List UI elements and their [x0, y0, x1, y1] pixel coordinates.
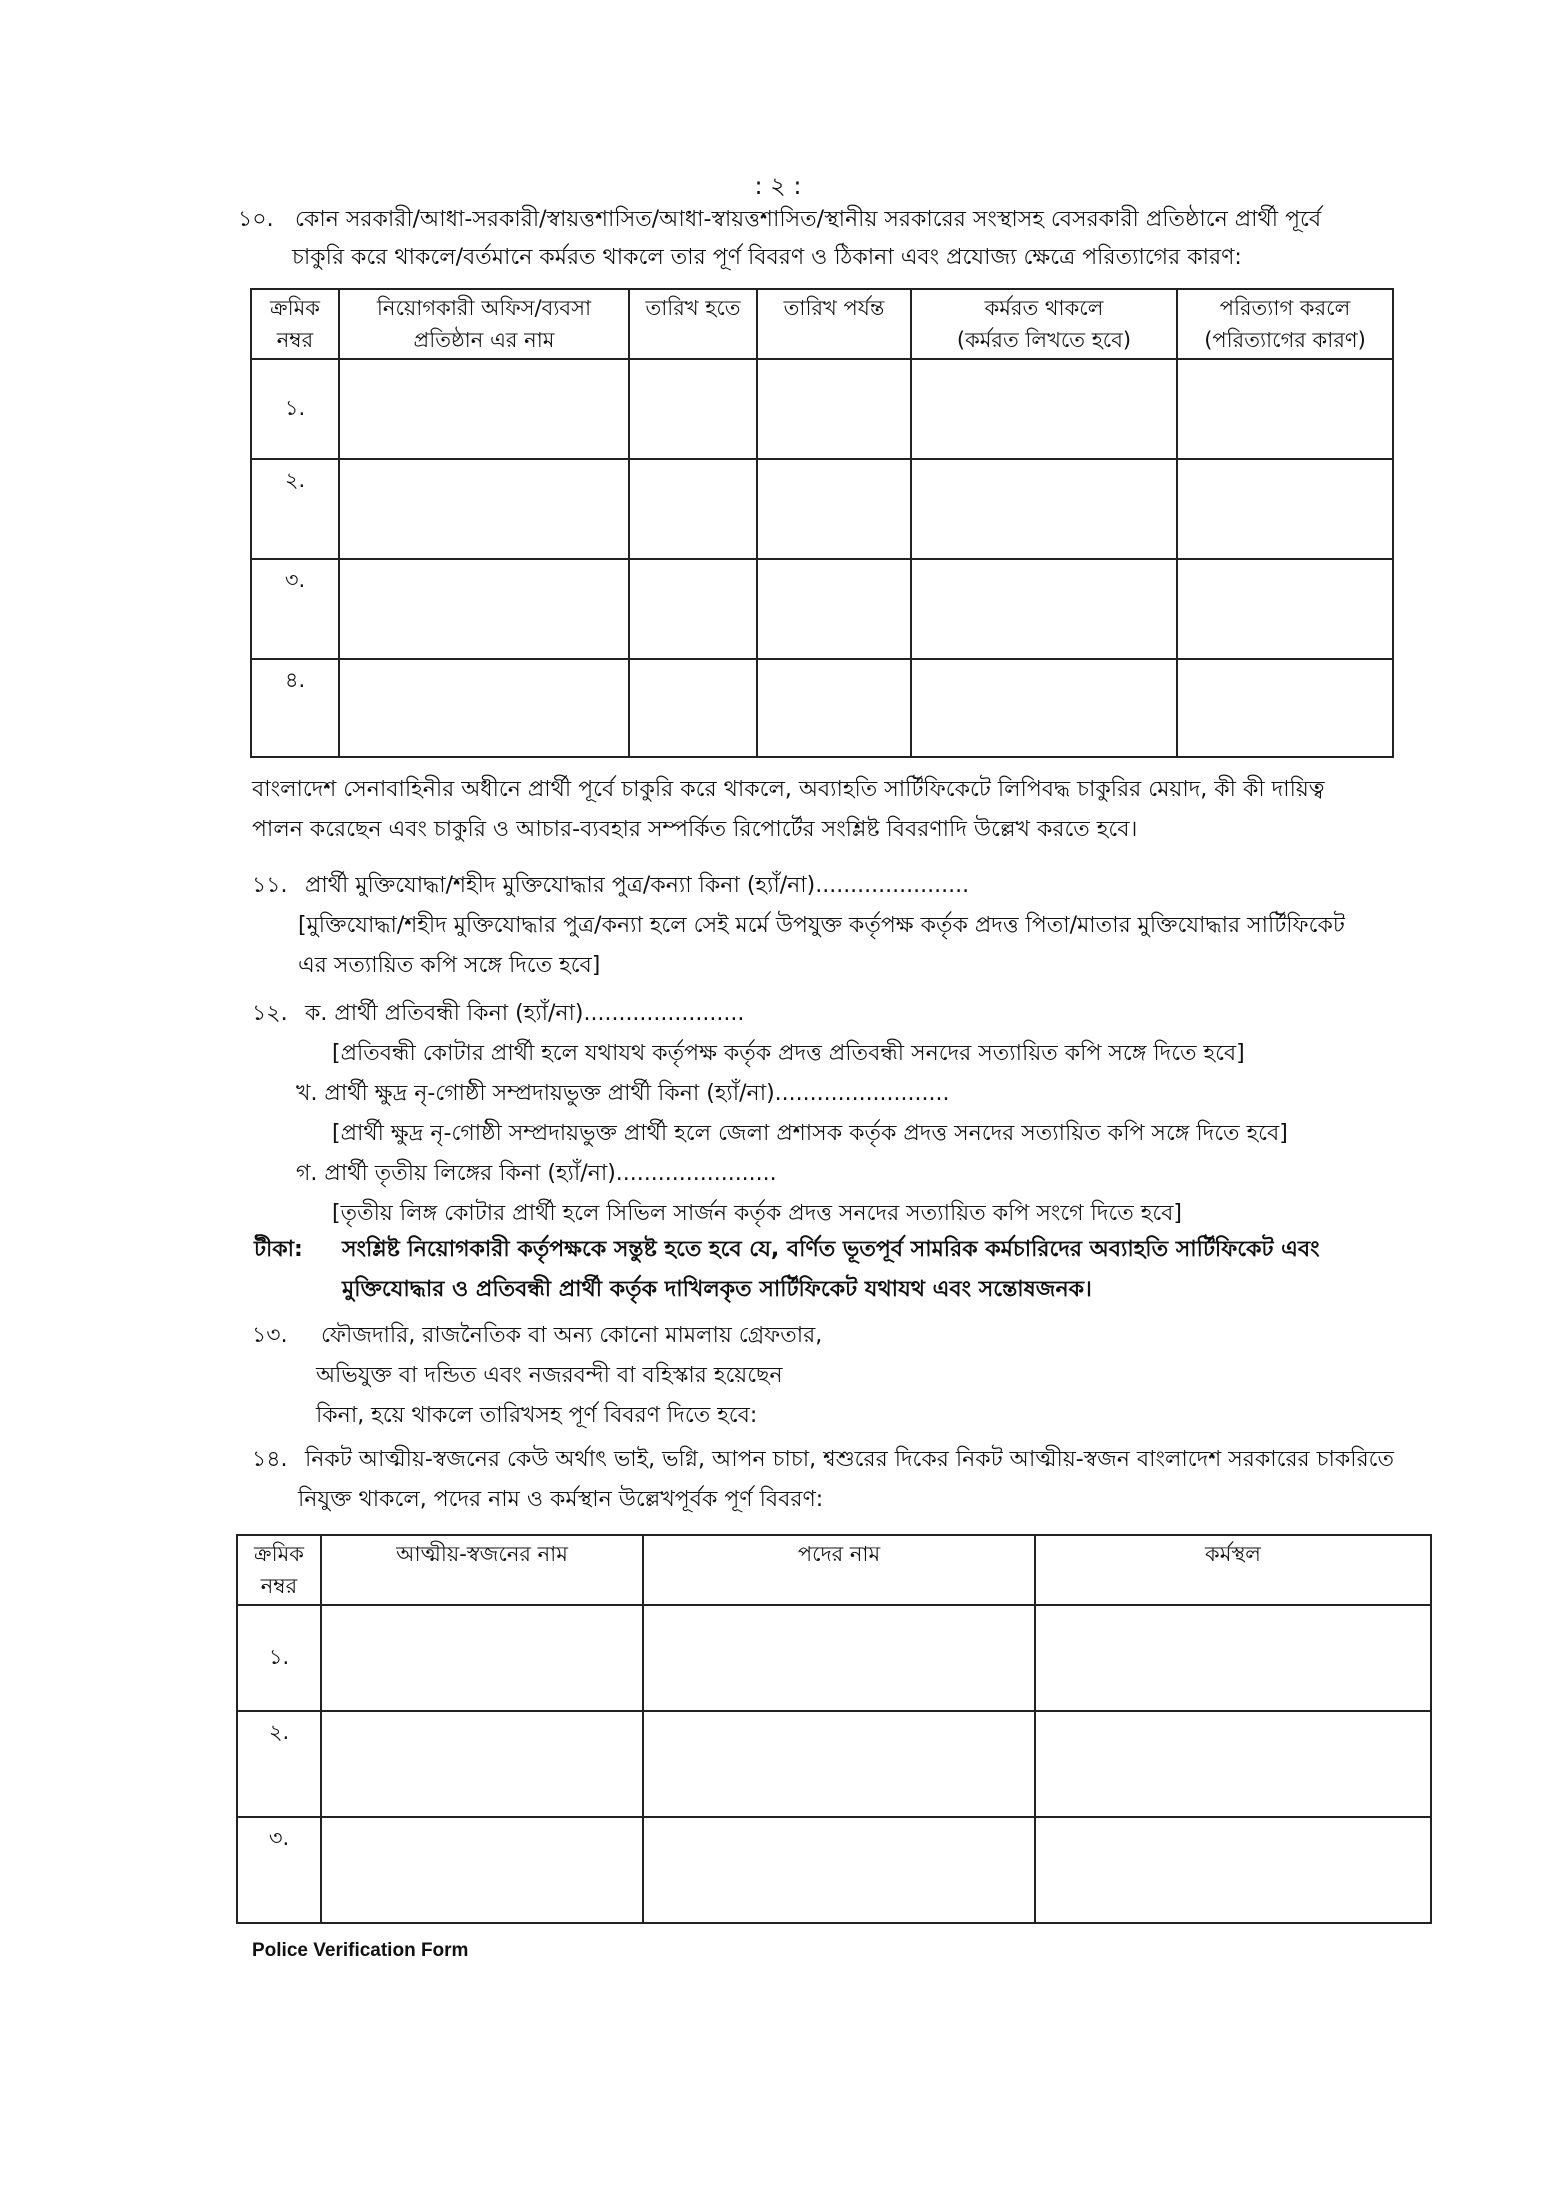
row-serial: ১.	[237, 1605, 321, 1711]
question-12-a-text: ক. প্রার্থী প্রতিবন্ধী কিনা (হ্যাঁ/না).......................	[305, 1001, 745, 1026]
header-date-from: তারিখ হতে	[629, 289, 757, 359]
cell-date-from[interactable]	[629, 359, 757, 459]
question-14-line2: নিযুক্ত থাকলে, পদের নাম ও কর্মস্থান উল্লেখপূর্বক পূর্ণ বিবরণ:	[298, 1487, 824, 1512]
question-12-number: ১২.	[252, 1001, 288, 1026]
tika-line1: সংশ্লিষ্ট নিয়োগকারী কর্তৃপক্ষকে সন্তুষ্ট হতে হবে যে, বর্ণিত ভূতপূর্ব সামরিক কর্মচারিদের অব্যাহতি সার্টিফিকেট এবং	[342, 1237, 1320, 1262]
cell-workplace[interactable]	[1035, 1605, 1431, 1711]
question-12-a	[252, 994, 1412, 1034]
header-date-to: তারিখ পর্যন্ত	[757, 289, 911, 359]
table-row	[251, 359, 1393, 459]
cell-if-left[interactable]	[1177, 359, 1393, 459]
table-header-row	[251, 289, 1393, 359]
row-serial: ৪.	[251, 659, 339, 757]
cell-date-from[interactable]	[629, 459, 757, 559]
cell-post-name[interactable]	[643, 1605, 1035, 1711]
relatives-table	[236, 1534, 1432, 1924]
header-serial: ক্রমিক নম্বর	[237, 1535, 321, 1605]
cell-if-employed[interactable]	[911, 659, 1177, 757]
cell-employer[interactable]	[339, 659, 629, 757]
header-employer: নিয়োগকারী অফিস/ব্যবসা প্রতিষ্ঠান এর নাম	[339, 289, 629, 359]
header-post-name: পদের নাম	[643, 1535, 1035, 1605]
question-14	[252, 1440, 1432, 1480]
table-row	[251, 459, 1393, 559]
row-serial: ৩.	[251, 559, 339, 659]
tika-body	[342, 1230, 1320, 1310]
question-11-number: ১১.	[252, 873, 288, 898]
table-row	[251, 559, 1393, 659]
cell-if-left[interactable]	[1177, 459, 1393, 559]
cell-workplace[interactable]	[1035, 1817, 1431, 1923]
question-13-number: ১৩.	[252, 1323, 288, 1348]
page-number: : ২ :	[754, 172, 802, 200]
table-row	[251, 659, 1393, 757]
employment-history-table	[250, 288, 1394, 758]
cell-date-to[interactable]	[757, 659, 911, 757]
question-12-c: গ. প্রার্থী তৃতীয় লিঙ্গের কিনা (হ্যাঁ/না).......................	[296, 1161, 777, 1186]
cell-employer[interactable]	[339, 459, 629, 559]
question-10-line2-wrap	[292, 238, 1412, 278]
row-serial: ৩.	[237, 1817, 321, 1923]
question-14-line1: নিকট আত্মীয়-স্বজনের কেউ অর্থাৎ ভাই, ভগ্নি, আপন চাচা, শ্বশুরের দিকের নিকট আত্মীয়-স্বজন বাংলাদেশ সরকারের চাকরিতে	[305, 1447, 1395, 1472]
cell-employer[interactable]	[339, 359, 629, 459]
table-row	[237, 1605, 1431, 1711]
header-if-employed: কর্মরত থাকলে (কর্মরত লিখতে হবে)	[911, 289, 1177, 359]
header-relative-name: আত্মীয়-স্বজনের নাম	[321, 1535, 643, 1605]
question-10-number: ১০.	[238, 207, 274, 232]
question-14-line2-wrap	[298, 1480, 1418, 1520]
form-footer: Police Verification Form	[252, 1940, 469, 1961]
table-row	[237, 1817, 1431, 1923]
tika-note	[254, 1230, 1414, 1314]
question-12-a-note: [প্রতিবন্ধী কোটার প্রার্থী হলে যথাযথ কর্তৃপক্ষ কর্তৃক প্রদত্ত প্রতিবন্ধী সনদের সত্যায়িত কপি সঙ্গে দিতে হবে]	[332, 1041, 1245, 1066]
question-11	[252, 866, 1412, 906]
cell-date-to[interactable]	[757, 459, 911, 559]
cell-if-employed[interactable]	[911, 459, 1177, 559]
cell-relative-name[interactable]	[321, 1817, 643, 1923]
question-10-line1: কোন সরকারী/আধা-সরকারী/স্বায়ত্তশাসিত/আধা-স্বায়ত্তশাসিত/স্থানীয় সরকারের সংস্থাসহ বেসরকারী প্রতিষ্ঠানে প্রার্থী পূর্বে	[295, 207, 1322, 232]
army-note-line2: পালন করেছেন এবং চাকুরি ও আচার-ব্যবহার সম্পর্কিত রিপোর্টের সংশ্লিষ্ট বিবরণাদি উল্লেখ করতে হবে।	[252, 817, 1138, 842]
cell-if-employed[interactable]	[911, 359, 1177, 459]
cell-relative-name[interactable]	[321, 1711, 643, 1817]
table-row	[237, 1711, 1431, 1817]
cell-date-to[interactable]	[757, 559, 911, 659]
question-10	[238, 200, 1418, 240]
tika-label: টীকা:	[254, 1237, 303, 1262]
army-note-line1: বাংলাদেশ সেনাবাহিনীর অধীনে প্রার্থী পূর্বে চাকুরি করে থাকলে, অব্যাহতি সার্টিফিকেটে লিপিবদ্ধ চাকুরির মেয়াদ, কী কী দায়িত্ব	[252, 777, 1325, 802]
cell-post-name[interactable]	[643, 1817, 1035, 1923]
question-11-text: প্রার্থী মুক্তিযোদ্ধা/শহীদ মুক্তিযোদ্ধার পুত্র/কন্যা কিনা (হ্যাঁ/না)......................	[305, 873, 970, 898]
question-13-continuation	[316, 1356, 1216, 1436]
question-12-c-note: [তৃতীয় লিঙ্গ কোটার প্রার্থী হলে সিভিল সার্জন কর্তৃক প্রদত্ত সনদের সত্যায়িত কপি সংগে দিতে হবে]	[332, 1201, 1182, 1226]
cell-if-left[interactable]	[1177, 559, 1393, 659]
cell-date-from[interactable]	[629, 559, 757, 659]
cell-relative-name[interactable]	[321, 1605, 643, 1711]
row-serial: ২.	[237, 1711, 321, 1817]
question-10-line2: চাকুরি করে থাকলে/বর্তমানে কর্মরত থাকলে তার পূর্ণ বিবরণ ও ঠিকানা এবং প্রযোজ্য ক্ষেত্রে পরিত্যাগের কারণ:	[292, 245, 1242, 270]
row-serial: ১.	[251, 359, 339, 459]
header-workplace: কর্মস্থল	[1035, 1535, 1431, 1605]
cell-if-employed[interactable]	[911, 559, 1177, 659]
tika-line2: মুক্তিযোদ্ধার ও প্রতিবন্ধী প্রার্থী কর্তৃক দাখিলকৃত সার্টিফিকেট যথাযথ এবং সন্তোষজনক।	[342, 1277, 1092, 1302]
question-11-note	[298, 906, 1418, 986]
question-11-note-line2: এর সত্যায়িত কপি সঙ্গে দিতে হবে]	[298, 953, 601, 978]
question-14-number: ১৪.	[252, 1447, 288, 1472]
cell-if-left[interactable]	[1177, 659, 1393, 757]
question-12-b: খ. প্রার্থী ক্ষুদ্র নৃ-গোষ্ঠী সম্প্রদায়ভুক্ত প্রার্থী কিনা (হ্যাঁ/না).........................	[296, 1081, 950, 1106]
cell-workplace[interactable]	[1035, 1711, 1431, 1817]
table-header-row	[237, 1535, 1431, 1605]
question-13-line2: অভিযুক্ত বা দন্ডিত এবং নজরবন্দী বা বহিস্কার হয়েছেন	[316, 1363, 783, 1388]
cell-date-from[interactable]	[629, 659, 757, 757]
row-serial: ২.	[251, 459, 339, 559]
question-11-note-line1: [মুক্তিযোদ্ধা/শহীদ মুক্তিযোদ্ধার পুত্র/কন্যা হলে সেই মর্মে উপযুক্ত কর্তৃপক্ষ কর্তৃক প্রদত্ত পিতা/মাতার মুক্তিযোদ্ধার সার্টিফিকেট	[298, 913, 1345, 938]
cell-employer[interactable]	[339, 559, 629, 659]
header-serial: ক্রমিক নম্বর	[251, 289, 339, 359]
header-if-left: পরিত্যাগ করলে (পরিত্যাগের কারণ)	[1177, 289, 1393, 359]
question-13-line1: ফৌজদারি, রাজনৈতিক বা অন্য কোনো মামলায় গ্রেফতার,	[321, 1323, 823, 1348]
question-13-line3: কিনা, হয়ে থাকলে তারিখসহ পূর্ণ বিবরণ দিতে হবে:	[316, 1403, 758, 1428]
question-13	[252, 1316, 1152, 1356]
cell-post-name[interactable]	[643, 1711, 1035, 1817]
army-service-note	[252, 770, 1412, 850]
cell-date-to[interactable]	[757, 359, 911, 459]
question-12-b-note: [প্রার্থী ক্ষুদ্র নৃ-গোষ্ঠী সম্প্রদায়ভুক্ত প্রার্থী হলে জেলা প্রশাসক কর্তৃক প্রদত্ত সনদের সত্যায়িত কপি সঙ্গে দিতে হবে]	[332, 1121, 1288, 1146]
